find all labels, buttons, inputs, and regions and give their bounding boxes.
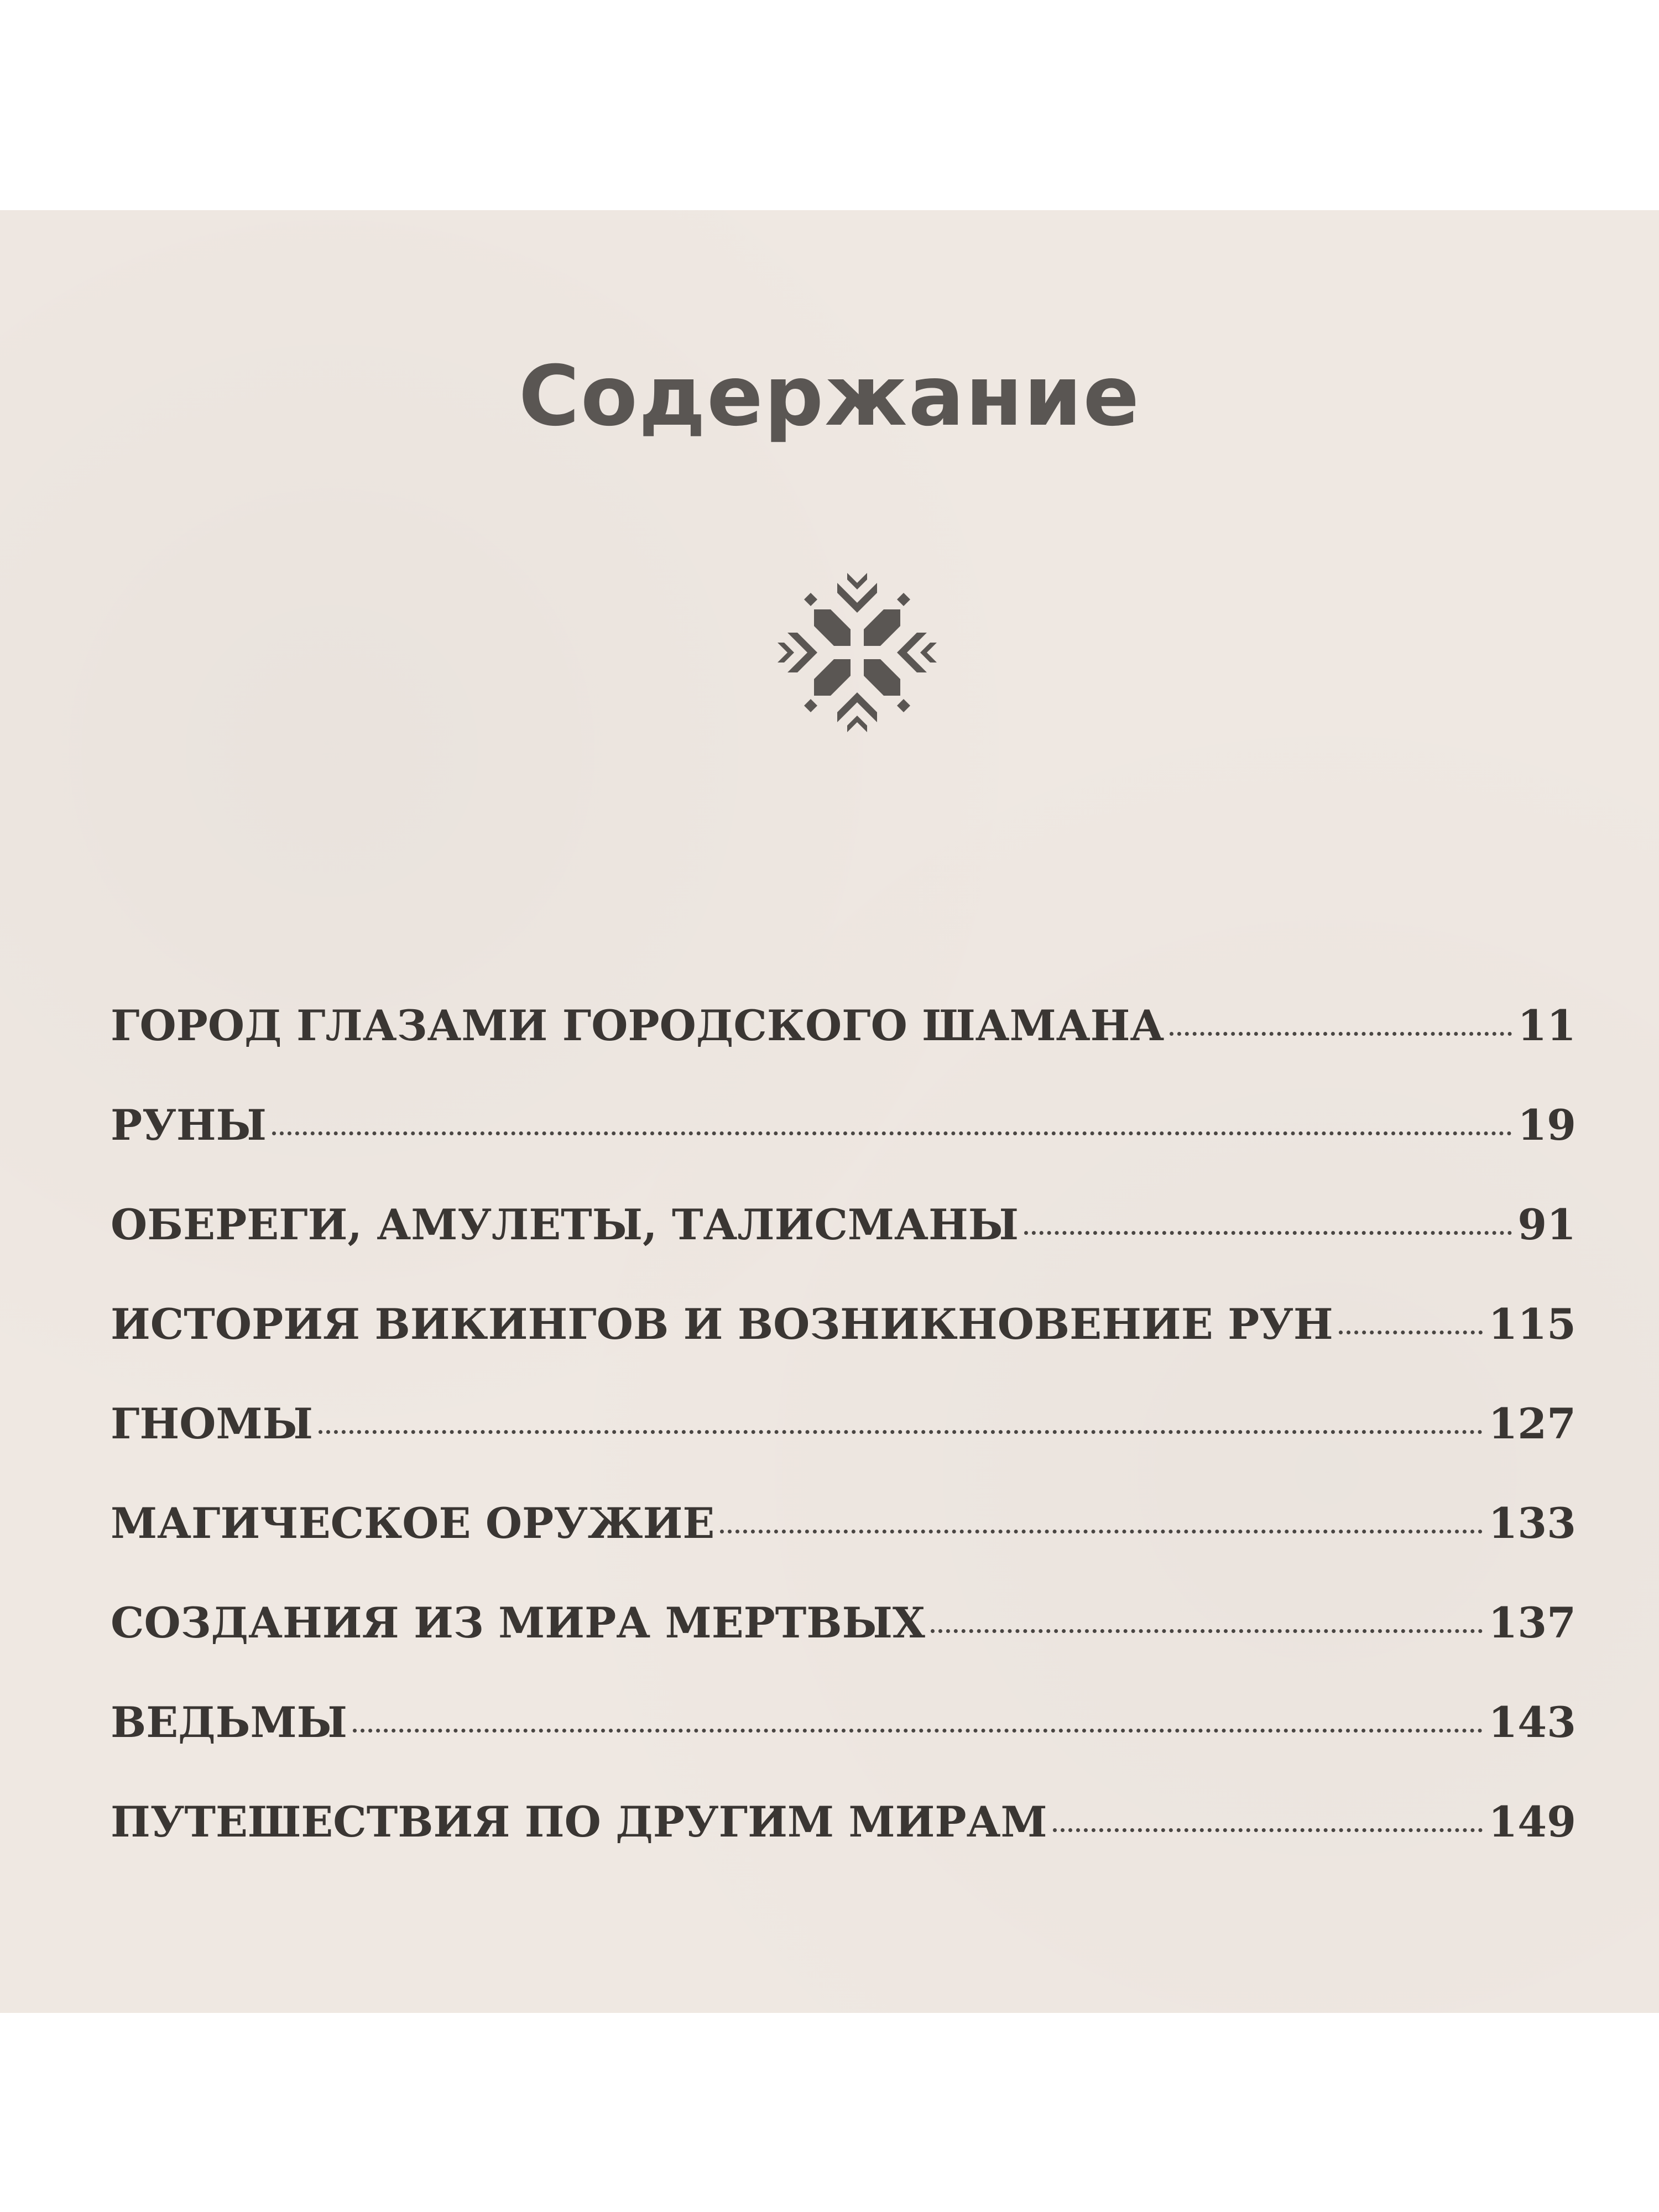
toc-entry-page: 133 — [1488, 1499, 1576, 1548]
dot-leader — [272, 1131, 1512, 1135]
dot-leader — [720, 1530, 1483, 1533]
dot-leader — [319, 1430, 1483, 1434]
toc-entry-page: 91 — [1517, 1200, 1576, 1249]
toc-entry[interactable] — [111, 1100, 1576, 1200]
dot-leader — [353, 1729, 1483, 1733]
toc-entry[interactable] — [111, 1300, 1576, 1399]
page-title: Содержание — [518, 348, 1141, 445]
toc-entry-title: ПУТЕШЕСТВИЯ ПО ДРУГИМ МИРАМ — [111, 1797, 1047, 1846]
toc-entry[interactable] — [111, 1797, 1576, 1897]
dot-leader — [1024, 1231, 1512, 1235]
toc-entry-title: ОБЕРЕГИ, АМУЛЕТЫ, ТАЛИСМАНЫ — [111, 1200, 1019, 1249]
toc-entry-title: ГОРОД ГЛАЗАМИ ГОРОДСКОГО ШАМАНА — [111, 1001, 1165, 1050]
toc-entry[interactable] — [111, 1399, 1576, 1499]
toc-entry-page: 137 — [1488, 1598, 1576, 1647]
dot-leader — [1053, 1828, 1483, 1832]
dot-leader — [931, 1629, 1483, 1633]
toc-entry-page: 11 — [1517, 1001, 1576, 1050]
toc-entry-title: РУНЫ — [111, 1100, 267, 1150]
dot-leader — [1339, 1331, 1483, 1334]
toc-entry-title: ГНОМЫ — [111, 1399, 313, 1448]
toc-entry-title: ВЕДЬМЫ — [111, 1698, 347, 1747]
toc-entry-title: СОЗДАНИЯ ИЗ МИРА МЕРТВЫХ — [111, 1598, 925, 1647]
book-page — [0, 210, 1659, 2013]
toc-entry-page: 127 — [1488, 1399, 1576, 1448]
toc-entry[interactable] — [111, 1200, 1576, 1300]
toc-entry[interactable] — [111, 1598, 1576, 1698]
dot-leader — [1170, 1032, 1512, 1036]
toc-entry-page: 115 — [1488, 1300, 1576, 1349]
toc-entry[interactable] — [111, 1499, 1576, 1598]
table-of-contents — [111, 1001, 1576, 1897]
toc-entry-page: 143 — [1488, 1698, 1576, 1747]
folk-ornament-icon — [774, 570, 940, 735]
toc-entry-title: МАГИЧЕСКОЕ ОРУЖИЕ — [111, 1499, 715, 1548]
toc-entry-page: 19 — [1517, 1100, 1576, 1150]
toc-entry[interactable] — [111, 1001, 1576, 1100]
toc-entry-page: 149 — [1488, 1797, 1576, 1846]
toc-entry-title: ИСТОРИЯ ВИКИНГОВ И ВОЗНИКНОВЕНИЕ РУН — [111, 1300, 1333, 1349]
toc-entry[interactable] — [111, 1698, 1576, 1797]
